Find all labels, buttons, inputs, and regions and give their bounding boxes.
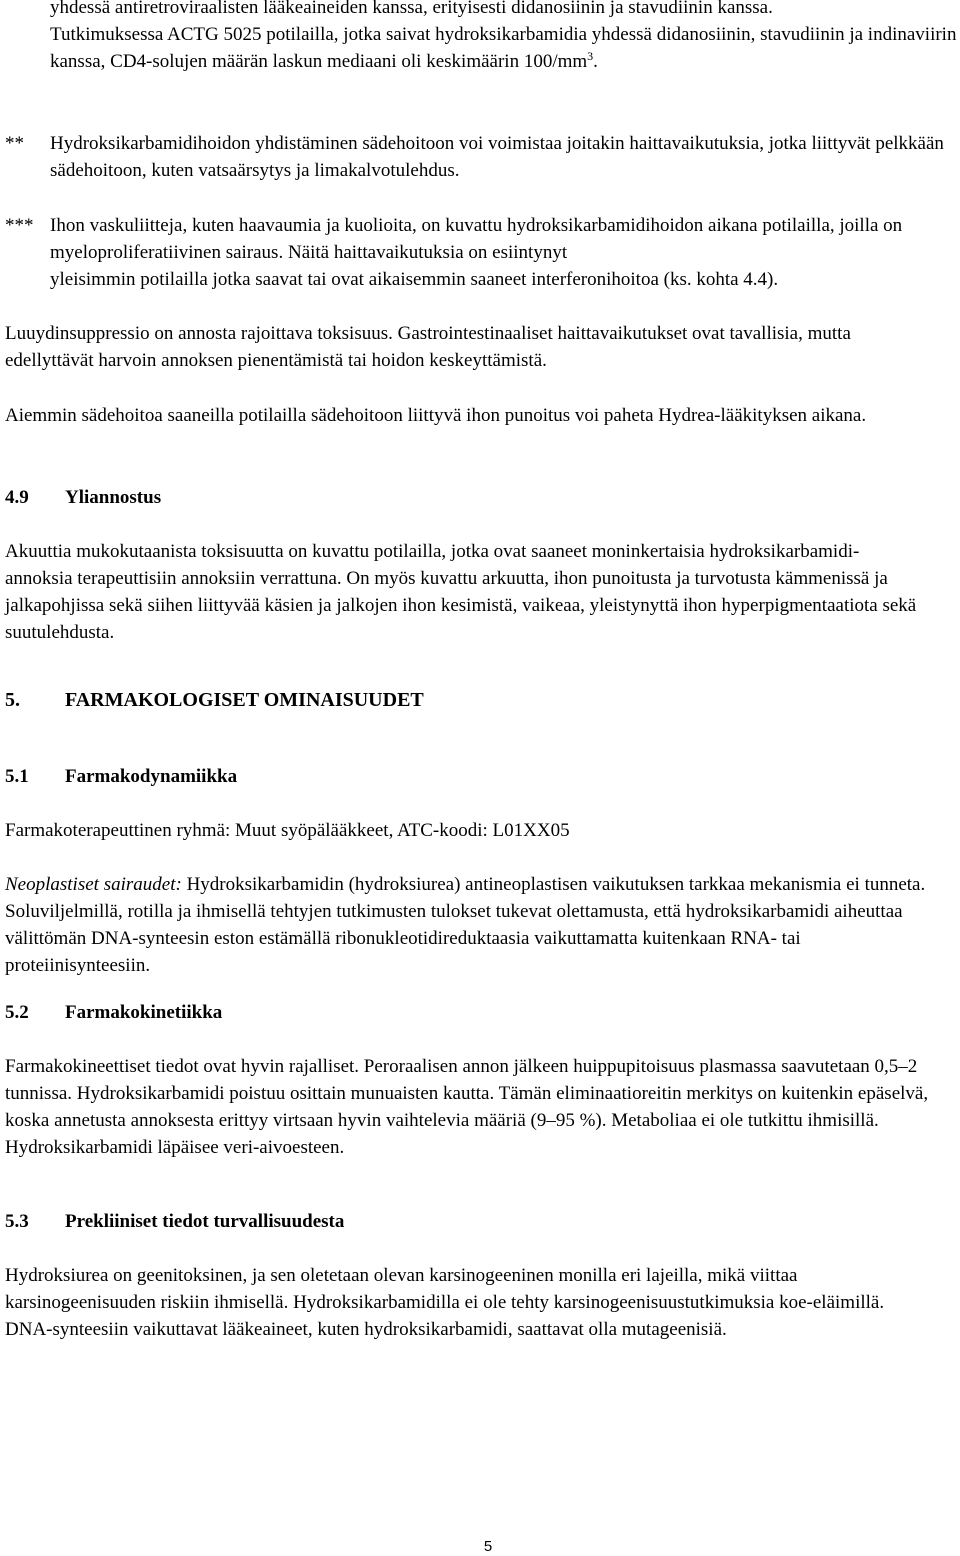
section-heading-5-2 bbox=[5, 999, 222, 1026]
section-number: 5. bbox=[5, 689, 20, 711]
footnote-text-second-rest: yleisimmin potilailla jotka saavat tai ovat aikaisemmin saaneet interferonihoitoa (ks. kohta 4.4). bbox=[50, 269, 779, 290]
footnote-text: Hydroksikarbamidihoidon yhdistäminen sädehoitoon voi voimistaa joitakin haittavaikutuksia, jotka liittyvät pelkkään sädehoitoon, kuten vatsaärsytys ja limakalvotulehdus. bbox=[50, 133, 944, 181]
section-number: 5.1 bbox=[5, 766, 29, 787]
paragraph-atc: Farmakoterapeuttinen ryhmä: Muut syöpälääkkeet, ATC-koodi: L01XX05 bbox=[5, 820, 570, 841]
section-heading-4-9 bbox=[5, 484, 161, 511]
section-heading-5-1 bbox=[5, 763, 237, 790]
section-title: Prekliiniset tiedot turvallisuudesta bbox=[65, 1211, 345, 1232]
footnote-double-asterisk bbox=[5, 130, 960, 184]
section-number: 5.2 bbox=[5, 1002, 29, 1023]
paragraph-sadehoito: Aiemmin sädehoitoa saaneilla potilailla sädehoitoon liittyvä ihon punoitus voi paheta Hydrea-lääkityksen aikana. bbox=[5, 405, 867, 426]
footnote-text-second: Näitä haittavaikutuksia on esiintynyt bbox=[287, 242, 568, 263]
italic-lead: Neoplastiset sairaudet: bbox=[5, 874, 182, 895]
section-number: 4.9 bbox=[5, 487, 29, 508]
intro-tail-line: yhdessä antiretroviraalisten lääkeaineiden kanssa, erityisesti didanosiinin ja stavudiinin kanssa. bbox=[50, 0, 773, 18]
footnote-triple-asterisk bbox=[5, 212, 960, 293]
intro-tail-paragraph bbox=[50, 21, 960, 75]
section-title: Farmakokinetiikka bbox=[65, 1002, 223, 1023]
intro-tail-text: Tutkimuksessa ACTG 5025 potilailla, jotka saivat hydroksikarbamidia yhdessä didanosiinin, stavudiinin ja indinaviirin kanssa, CD4-solujen määrän laskun mediaani oli keskimäärin 100/mm bbox=[50, 24, 957, 72]
intro-tail-end: . bbox=[593, 51, 598, 72]
paragraph-text: Hydroksikarbamidin (hydroksiurea) antineoplastisen vaikutuksen tarkkaa mekanismia ei tunneta. Soluviljelmillä, rotilla ja ihmisellä tehtyjen tutkimusten tulokset tukevat olettamusta, että hydroksikarbamidi aiheuttaa välittömän DNA-synteesin eston estämällä ribonukleotidireduktaasia vaikuttamatta kuitenkaan RNA- tai proteiinisynteesiin. bbox=[5, 874, 926, 976]
section-title: FARMAKOLOGISET OMINAISUUDET bbox=[65, 689, 424, 711]
paragraph-yliannostus: Akuuttia mukokutaanista toksisuutta on kuvattu potilailla, jotka ovat saaneet moninkertaisia hydroksikarbamidi-annoksia terapeuttisiin annoksiin verrattuna. On myös kuvattu arkuutta, ihon punoitusta ja turvotusta kämmenissä ja jalkapohjissa sekä siihen liittyvää käsien ja jalkojen ihon kesimistä, vaikeaa, yleistynyttä ihon hyperpigmentaatiota sekä suutulehdusta. bbox=[5, 541, 917, 643]
section-heading-5 bbox=[5, 687, 424, 714]
section-heading-5-3 bbox=[5, 1208, 344, 1235]
footnote-text: Ihon vaskuliitteja, kuten haavaumia ja kuolioita, on kuvattu hydroksikarbamidihoidon aikana potilailla, joilla on myeloproliferatiivinen sairaus. bbox=[50, 215, 903, 263]
section-title: Yliannostus bbox=[65, 487, 162, 508]
footnote-text-block bbox=[50, 212, 960, 293]
paragraph-luuydinsuppressio: Luuydinsuppressio on annosta rajoittava toksisuus. Gastrointestinaaliset haittavaikutukset ovat tavallisia, mutta edellyttävät harvoin annoksen pienentämistä tai hoidon keskeyttämistä. bbox=[5, 323, 851, 371]
paragraph-farmakokinetiikka: Farmakokineettiset tiedot ovat hyvin rajalliset. Peroraalisen annon jälkeen huippupitoisuus plasmassa saavutetaan 0,5–2 tunnissa. Hydroksikarbamidi poistuu osittain munuaisten kautta. Tämän eliminaatioreitin merkitys on kuitenkin epäselvä, koska annetusta annoksesta erittyy virtsaan hyvin vaihtelevia määriä (9–95 %). Metaboliaa ei ole tutkittu ihmisillä. Hydroksikarbamidi läpäisee veri-aivoesteen. bbox=[5, 1056, 929, 1158]
paragraph-prekliiniset: Hydroksiurea on geenitoksinen, ja sen oletetaan olevan karsinogeeninen monilla eri lajeilla, mikä viittaa karsinogeenisuuden riskiin ihmisellä. Hydroksikarbamidilla ei ole tehty karsinogeenisuustutkimuksia koe-eläimillä. DNA-synteesiin vaikuttavat lääkeaineet, kuten hydroksikarbamidi, saattavat olla mutageenisiä. bbox=[5, 1265, 885, 1340]
footnote-mark: ** bbox=[5, 133, 24, 154]
section-number: 5.3 bbox=[5, 1211, 29, 1232]
paragraph-neoplastiset bbox=[5, 871, 930, 979]
section-title: Farmakodynamiikka bbox=[65, 766, 238, 787]
superscript-three: 3 bbox=[587, 49, 594, 63]
page-number: 5 bbox=[483, 1538, 493, 1555]
footnote-mark: *** bbox=[5, 215, 34, 236]
